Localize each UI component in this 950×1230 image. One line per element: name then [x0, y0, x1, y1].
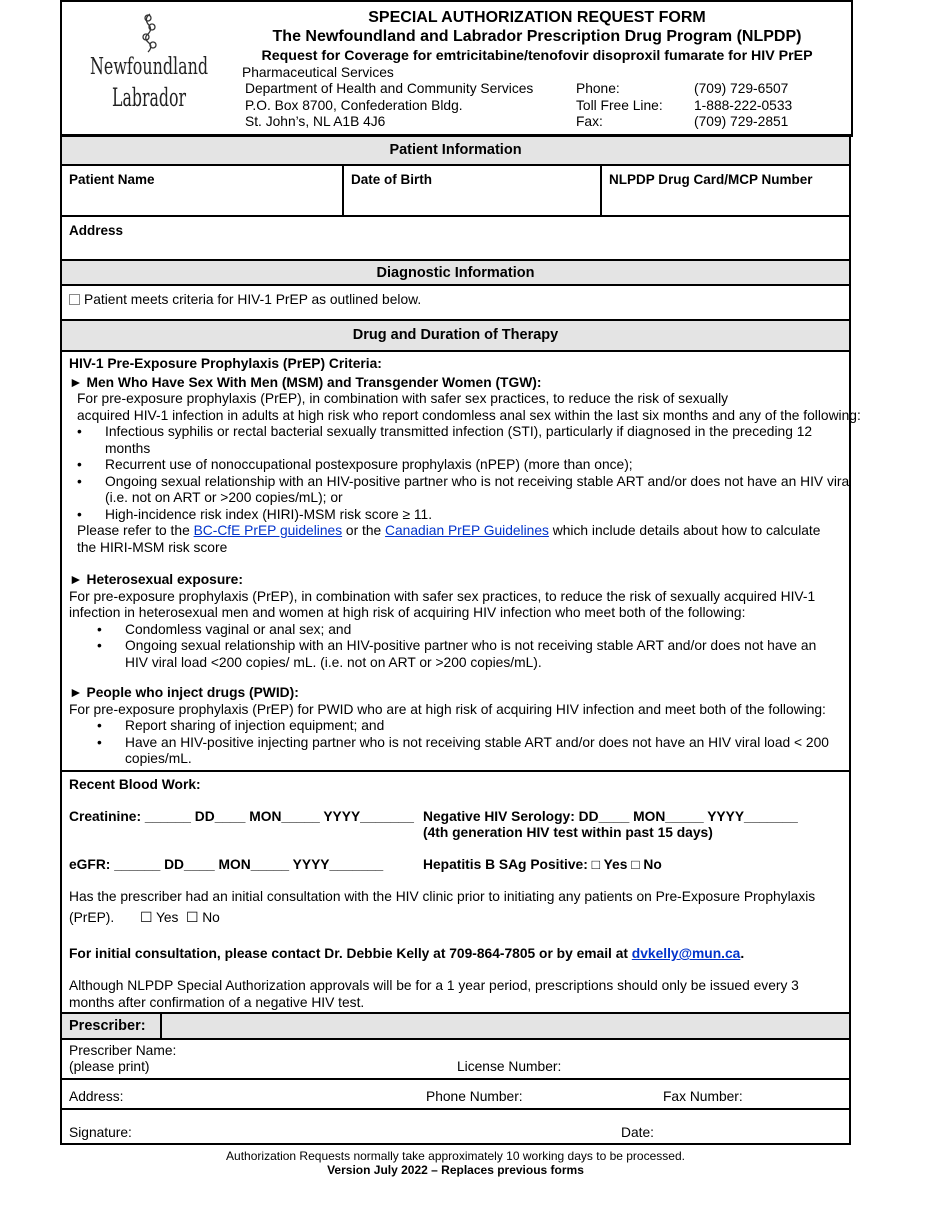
license-number-field[interactable]: License Number:: [457, 1059, 562, 1074]
processing-note: Authorization Requests normally take approximately 10 working days to be processed.: [226, 1149, 685, 1163]
special-authorization-form: [60, 0, 861, 1177]
address-field[interactable]: [62, 217, 849, 259]
list-item: • Recurrent use of nonoccupational postexposure prophylaxis (nPEP) (more than once);: [105, 457, 849, 474]
dept-line: St. John’s, NL A1B 4J6: [245, 114, 386, 129]
approval-note: Although NLPDP Special Authorization approvals will be for a 1 year period, prescriptions should only be issued every 3 months after confirmation of a negative HIV test.: [69, 978, 799, 1010]
hetero-title: ► Heterosexual exposure:: [69, 572, 243, 587]
diagnostic-section-heading: Diagnostic Information: [62, 259, 849, 286]
coverage-request: Request for Coverage for emtricitabine/tenofovir disoproxil fumarate for HIV PrEP: [261, 48, 813, 64]
form-footer: [60, 1149, 851, 1177]
reference-text: which include details about how to calculate the HIRI-MSM risk score: [77, 523, 821, 555]
drug-card-label: NLPDP Drug Card/MCP Number: [609, 172, 813, 187]
contact-label: Toll Free Line:: [576, 98, 663, 113]
list-item: • High-incidence risk index (HIRI)-MSM risk score ≥ 11.: [105, 507, 849, 524]
list-item: • Report sharing of injection equipment; and: [125, 718, 849, 735]
signature-field[interactable]: Signature:: [69, 1125, 132, 1140]
list-item: • Condomless vaginal or anal sex; and: [125, 622, 849, 639]
hiv-serology-field[interactable]: Negative HIV Serology: DD____ MON_____ YYYY_______: [423, 809, 798, 824]
date-field[interactable]: Date:: [621, 1125, 654, 1140]
bc-cfe-guidelines-link[interactable]: BC-CfE PrEP guidelines: [193, 523, 343, 538]
contact-value: 1-888-222-0533: [694, 98, 793, 113]
msm-intro-line: For pre-exposure prophylaxis (PrEP), in combination with safer sex practices, to reduce the risk of sexually: [77, 391, 729, 406]
reference-text: Please refer to the: [77, 523, 194, 538]
consultation-contact: [69, 946, 744, 963]
reference-text: or the: [342, 523, 386, 538]
contact-label: Fax:: [576, 114, 603, 129]
logo-text-line2: Labrador: [112, 83, 187, 112]
form-header: [60, 0, 853, 137]
hiv-serology-note: (4th generation HIV test within past 15 days): [423, 825, 713, 840]
list-item: • Ongoing sexual relationship with an HIV-positive partner who is not receiving stable ART and/or does not have an HIV vira (i.e. not on ART or >200 copies/mL); or: [105, 474, 850, 507]
hetero-criteria-list: [69, 622, 849, 672]
criteria-block: [62, 352, 861, 772]
province-logo: [88, 10, 210, 114]
pwid-criteria-list: [69, 718, 849, 768]
prescriber-heading-label: Prescriber:: [62, 1014, 162, 1038]
criteria-title: HIV-1 Pre-Exposure Prophylaxis (PrEP) Criteria:: [69, 356, 382, 371]
diagnostic-row: [62, 286, 849, 319]
prescriber-address-field[interactable]: Address:: [69, 1089, 124, 1104]
contact-value: (709) 729-6507: [694, 81, 789, 96]
msm-intro: [69, 391, 861, 424]
prescriber-section-heading: [62, 1012, 849, 1040]
list-item: • Have an HIV-positive injecting partner who is not receiving stable ART and/or does not have an HIV viral load < 200 copies/mL.: [125, 735, 845, 768]
fax-number-field[interactable]: Fax Number:: [663, 1089, 743, 1104]
contact-value: (709) 729-2851: [694, 114, 789, 129]
hepatitis-b-field[interactable]: Hepatitis B SAg Positive: □ Yes □ No: [423, 857, 662, 872]
pwid-title: ► People who inject drugs (PWID):: [69, 685, 299, 700]
prescriber-name-field[interactable]: Prescriber Name:: [69, 1043, 177, 1058]
dept-line: Pharmaceutical Services: [242, 65, 394, 80]
form-title: SPECIAL AUTHORIZATION REQUEST FORM: [368, 9, 706, 26]
dept-line: Department of Health and Community Services: [245, 81, 534, 96]
patient-name-label: Patient Name: [69, 172, 155, 187]
msm-intro-line: acquired HIV-1 infection in adults at high risk who report condomless anal sex within the last six months and any of the following:: [77, 407, 861, 423]
blood-work-title: Recent Blood Work:: [69, 777, 201, 792]
consultation-question: Has the prescriber had an initial consultation with the HIV clinic prior to initiating any patients on Pre-Exposure Prophylaxis: [69, 889, 816, 904]
program-name: The Newfoundland and Labrador Prescription Drug Program (NLPDP): [272, 28, 802, 45]
drug-card-field[interactable]: [602, 166, 851, 215]
address-label: Address: [69, 223, 124, 238]
guidelines-reference: [69, 523, 837, 556]
hetero-intro: For pre-exposure prophylaxis (PrEP), in combination with safer sex practices, to reduce the risk of sexually acquired HIV-1 infection in heterosexual men and women at high risk of acquiring HIV infection who meet both of the following:: [69, 588, 816, 620]
canadian-prep-guidelines-link[interactable]: Canadian PrEP Guidelines: [385, 523, 549, 538]
drug-section-heading: Drug and Duration of Therapy: [62, 319, 849, 352]
prescriber-name-row: [62, 1040, 849, 1080]
logo-text-line1: Newfoundland: [90, 54, 209, 80]
date-of-birth-label: Date of Birth: [351, 172, 432, 187]
creatinine-field[interactable]: Creatinine: ______ DD____ MON_____ YYYY_______: [69, 809, 414, 824]
criteria-checkbox[interactable]: [69, 294, 80, 305]
contact-text: .: [740, 946, 745, 961]
list-item: • Ongoing sexual relationship with an HIV-positive partner who is not receiving stable ART and/or does not have an HIV viral load <200 copies/ mL. (i.e. not on ART or >200 copies/mL).: [125, 638, 835, 671]
msm-title: ► Men Who Have Sex With Men (MSM) and Transgender Women (TGW):: [69, 374, 542, 390]
consultation-yes-checkbox[interactable]: ☐ Yes: [140, 910, 179, 925]
contact-text: For initial consultation, please contact Dr. Debbie Kelly at 709-864-7805 or by email at: [69, 946, 632, 961]
prescriber-name-sub: (please print): [69, 1059, 150, 1074]
contact-label: Phone:: [576, 81, 620, 96]
egfr-field[interactable]: eGFR: ______ DD____ MON_____ YYYY_______: [69, 857, 384, 872]
list-item: • Infectious syphilis or rectal bacterial sexually transmitted infection (STI), particularly if diagnosed in the preceding 12 months: [105, 424, 825, 457]
dept-line: P.O. Box 8700, Confederation Bldg.: [245, 98, 463, 113]
signature-row: [62, 1110, 849, 1145]
prescriber-address-row: [62, 1080, 849, 1110]
patient-name-field[interactable]: [62, 166, 344, 215]
msm-criteria-list: [69, 424, 849, 523]
pwid-intro: For pre-exposure prophylaxis (PrEP) for PWID who are at high risk of acquiring HIV infection and meet both of the following:: [69, 701, 826, 717]
patient-row: [62, 166, 849, 217]
criteria-checkbox-label: Patient meets criteria for HIV-1 PrEP as outlined below.: [84, 292, 422, 307]
email-link[interactable]: dvkelly@mun.ca: [631, 946, 741, 961]
consultation-question: (PrEP).: [69, 910, 115, 925]
blood-work-block: [62, 772, 849, 1012]
phone-number-field[interactable]: Phone Number:: [426, 1089, 523, 1104]
date-of-birth-field[interactable]: [344, 166, 602, 215]
form-body: [60, 137, 861, 1145]
patient-section-heading: Patient Information: [62, 137, 849, 166]
consultation-no-checkbox[interactable]: ☐ No: [186, 910, 220, 925]
version-note: Version July 2022 – Replaces previous forms: [327, 1163, 584, 1177]
